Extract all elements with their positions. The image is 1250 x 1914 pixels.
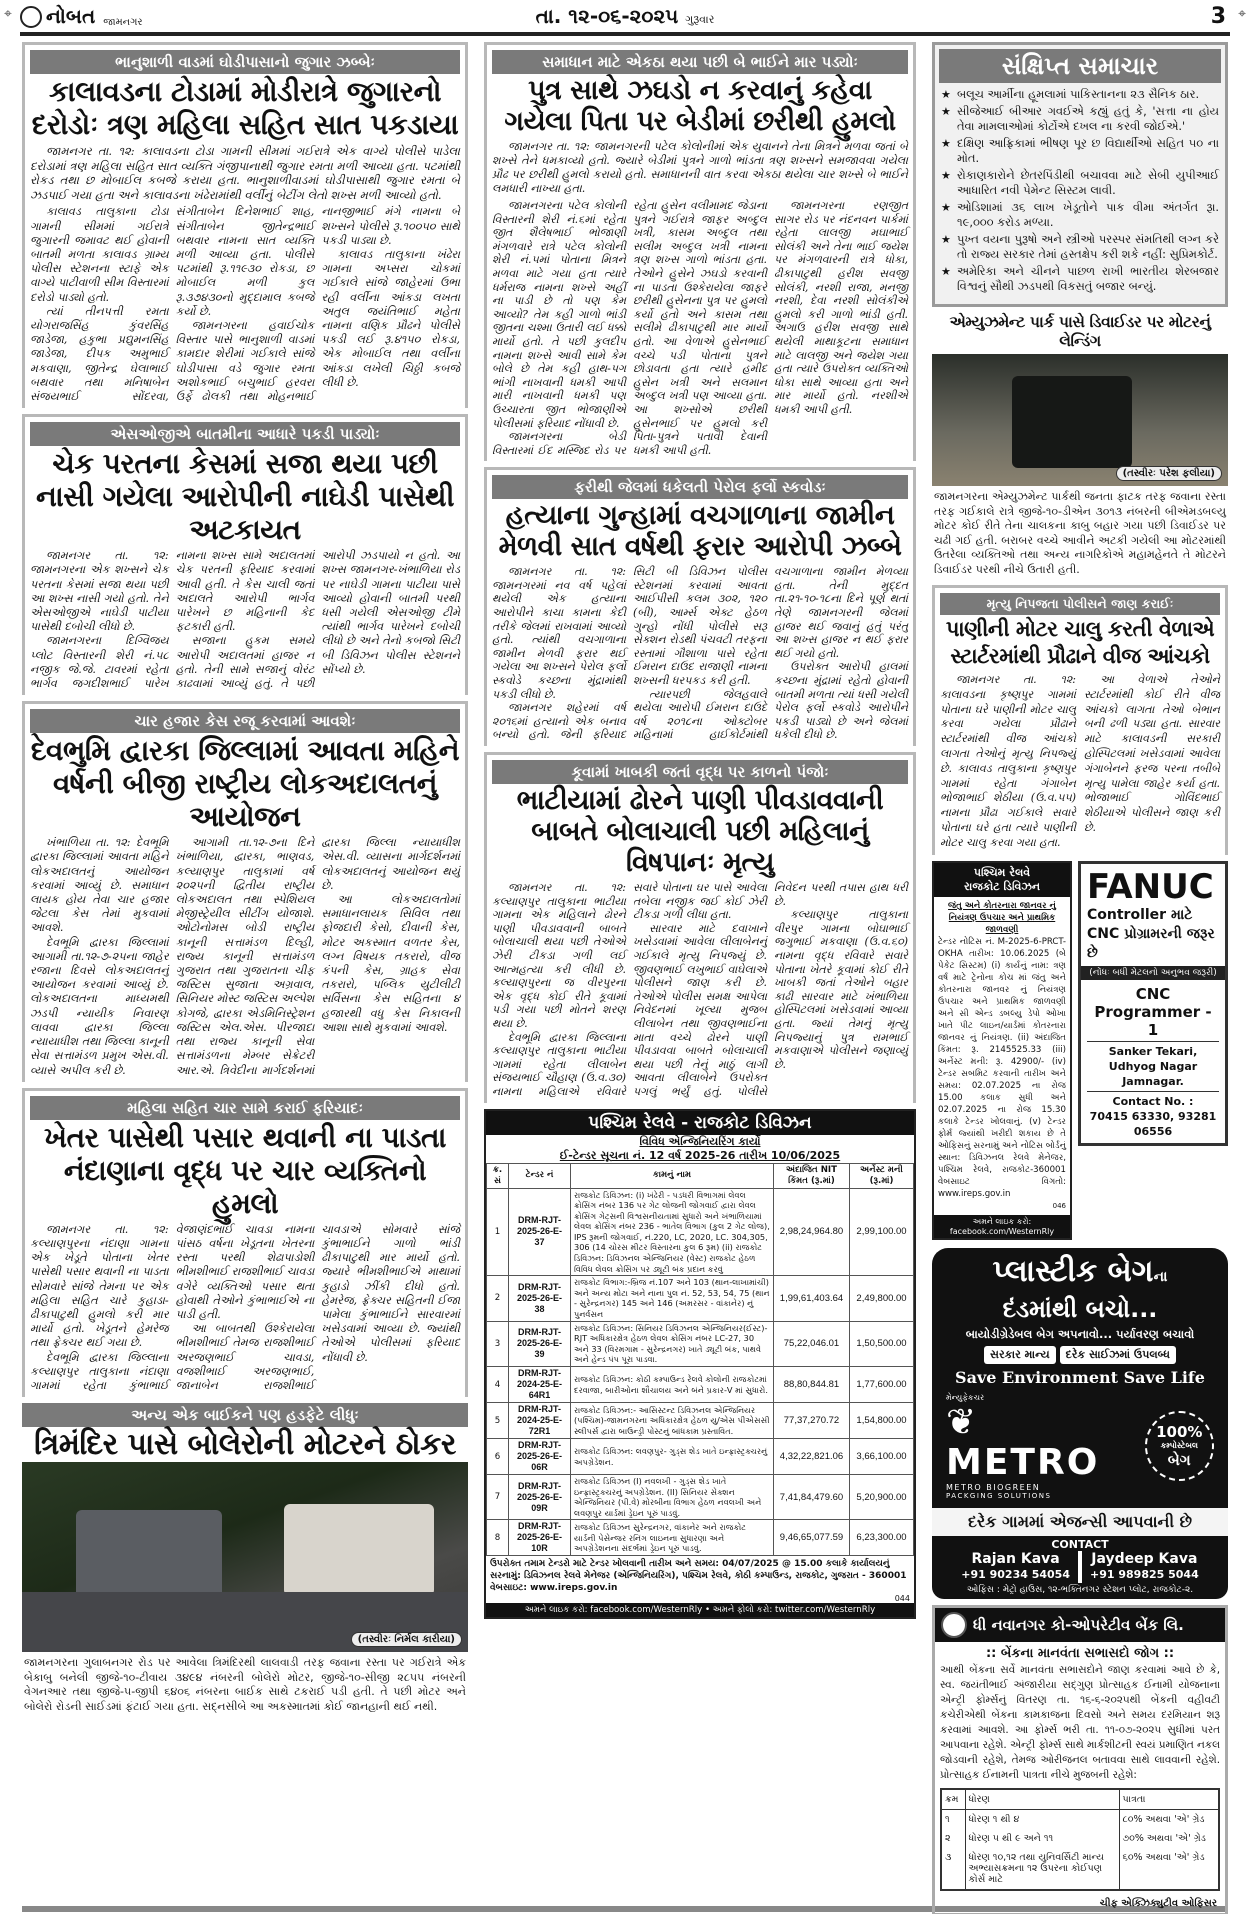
tender-earnest-money: 2,99,100.00 (850, 1188, 914, 1276)
story-paragraph: કાલાવડ તાલુકાના ટોડા ગામની સીમમાં ગઈરાત્રે જુગારની જમાવટ થઈ હોવાની બાતમી મળતા કાલાવડ ગ્રામ્ય પોલીસ સ્ટેશનના સ્ટાફે એક વાગ્યે પાટીવાળી સીમ વિસ્તારમાં દરોડો પાડ્યો હતો. (30, 205, 169, 304)
photo-caption: જામનગરના એમ્યુઝમેન્ટ પાર્કથી જનતા ફાટક તરફ જવાના રસ્તા તરફ ગઈકાલે રાત્રે જીજે-૧૦-ડીએન ૩૦૧૩ નંબરની બીએમડબલ્યુ મોટર કોઈ રીતે તેના ચાલકના કાબુ બહાર ગયા પછી ડિવાઈડર પર ચઢી ગઈ હતી. બરાબર વચ્ચે આવીને અટકી ગયેલી આ મોટરમાંથી ઉતરેલા વ્યક્તિઓ તથા અન્ય નાગરિકોએ મહામહેનતે તે મોટરને ડિવાઈડર પરથી નીચે ઉતારી હતી. (934, 490, 1226, 576)
masthead (20, 0, 1230, 36)
ad-headline-suffix: ના (1153, 1268, 1168, 1285)
eligibility-table (940, 1788, 1220, 1891)
story-kicker: ચાર હજાર કેસ રજૂ કરવામાં આવશેઃ (30, 709, 460, 733)
contact-person (961, 1551, 1070, 1583)
story-headline: એમ્યુઝમેન્ટ પાર્ક પાસે ડિવાઈડર પર મોટરનું લેન્ડિંગ (949, 313, 1211, 350)
brief-item: ★ અમેરિકા અને ચીનને પાછળ રાખી ભારતીય શેરબજાર વિશ્વનું સૌથી ઝડપથી વિકસતું બજાર બન્યું. (941, 264, 1219, 294)
bank-name: ધી નવાનગર કો-ઓપરેટીવ બેંક લિ. (973, 1615, 1184, 1634)
ad-line: CNC પ્રોગ્રામરની જરૂર છે (1087, 925, 1215, 961)
story-paragraph: દેવભૂમિ દ્વારકા જિલ્લામાં આગામી તા.૧૨-૭-૨૫ના જાહેર રજાના દિવસે લોકઅદાલતનું આયોજન કરવામાં આવ્યું છે. લોકઅદાલતના માધ્યમથી ઝડપી ન્યાયીક નિવારણ લાવવા દ્વારકા જિલ્લા ન્યાયાધીશ તથા જિલ્લા કાનૂની સેવા સત્તામંડળ પ્રમુખ એસ.વી. વ્યાસે અપીલ કરી છે. (30, 935, 169, 1077)
railway-tender-notice (484, 1109, 916, 1620)
issue-date: તા. ૧૨-૦૬-૨૦૨૫ (535, 4, 679, 28)
eligibility-table-header (941, 1789, 1219, 1810)
story-paragraph: જામનગર તા. ૧૨: જામનગરમાં નવ વર્ષ પહેલાં થયેલી એક હત્યાના આરોપીને કાચા કામના કેદી તરીકે જેલમાં રાખવામાં આવ્યો હતો. ત્યાંથી વચગાળાના જામીન મેળવી ફરાર થઈ ગયેલા આ શખ્સને પેરોલ ફર્લો સ્કવોડે કચ્છના મુંદ્રામાંથી પકડી લીધો છે. (492, 565, 626, 701)
story-paragraph: આ બાબતથી ઉશ્કેરાયેલા ભીમશીભાઈ તેમજ રાજશીભાઈ અરજણભાઈ ચાવડા, વજશીભાઈ અરજણભાઈ, જાનાબેન રાજશીભાઈ ચાવડાએ સોમવારે સાંજે કુંભાભાઈને ગાળો ભાંડી ઢીકાપાટુથી માર માર્યો હતો. જ્યારે ભીમશીભાઈએ માથામાં કુહાડો ઝીંકી દીધો હતો. હેમરેજ, ફ્રેક્ચર સહિતની ઈજા પામેલા કુંભાભાઈને સારવારમાં ખસેડવામાં આવ્યા છે. જ્યાંથી તેઓએ પોલીસમાં ફરિયાદ નોંધાવી છે. (175, 1222, 460, 1392)
ad-address (1087, 1042, 1219, 1092)
agency-offer: દરેક ગામમાં એજન્સી આપવાની છે (932, 1508, 1228, 1536)
notice-org: પશ્ચિમ રેલવે (973, 865, 1031, 879)
brief-item: ★ પુખ્ત વયના પુરૂષો અને સ્ત્રીઓ પરસ્પર સંમતિથી લગ્ન કરે તો રાજ્ય સરકાર તેમાં હસ્તક્ષેપ કરી શકે નહીં: સુપ્રિમકોર્ટ. (941, 232, 1219, 262)
tender-row (487, 1520, 914, 1556)
tender-work-name: રાજકોટ ડિવિઝન: (i) ખંઢેરી - પડધરી વિભાગમાં લેવલ ક્રોસિંગ નંબર 136 પર ગેટ લોજની જોગવાઈ દ્વારા લેવલ ક્રોસિંગ ગેટ્સની વિશ્વસનીયતામાં સુધારો અને ખંભાળિયામાં લેવલ ક્રોસિંગ નંબર 236 - ભાતેલ વિભાગ (કુલ 2 ગેટ લોજ), IPS રૂમની જોગવાઈ, નં.220, LC, 2020, LC. 304,305, 306 (14 ચોરસ મીટર વિસ્તારના કુલ 6 રૂમ) (ii) રાજકોટ ડિવિઝન: ડિવિઝનલ એન્જિનિયર (વેસ્ટ) રાજકોટ હેઠળ વિવિધ લેવલ ક્રોસિંગ પર ડ્યૂટી બંક પ્રદાન કરવું (571, 1188, 774, 1276)
column-header: ક્ર. સં (487, 1163, 509, 1188)
office-address: ઓફિસ : મેટ્રો હાઉસ, ૧૨-ભક્તિનગર સ્ટેશન પ્લોટ, રાજકોટ-૨. (966, 1584, 1194, 1595)
column-header: ધોરણ (965, 1789, 1119, 1810)
story-body (492, 879, 908, 1103)
tender-number: DRM-RJT-2025-26-E-09R (509, 1475, 571, 1520)
story-electric-shock (932, 585, 1228, 855)
ad-pill: દરેક સાઈઝમાં ઉપલબ્ધ (1060, 1346, 1176, 1364)
story-cheque-case-arrest (22, 414, 468, 695)
tender-earnest-money: 3,66,100.00 (850, 1439, 914, 1475)
row-eligibility: ૬૦% અથવા 'એ' ગ્રેડ (1119, 1848, 1219, 1890)
story-headline: કાલાવડના ટોડામાં મોડીરાત્રે જુગારનો દરોડોઃ ત્રણ મહિલા સહિત સાત પકડાયા (31, 75, 459, 141)
tender-serial: 8 (487, 1520, 509, 1556)
suv-on-divider-photo (932, 354, 1228, 486)
story-headline: પાણીની મોટર ચાલુ કરતી વેળાએ સ્ટાર્ટરમાંથી પ્રૌઢાને વીજ આંચકો (945, 617, 1215, 668)
story-lead: જામનગર તા. ૧૨: જામનગરની પટેલ કોલોનીમાં એક યુવાનને તેના મિત્રને મળવા જતાં બે શખ્સે તેને ધમકાવ્યો હતો. જ્યારે બેડીમાં પુત્રને ગાળો ભાંડતા ત્રણ શખ્સને સમજાવવા ગયેલા પ્રૌઢ પર છરીથી હુમલો કરાયો હતો. સમાધાનની વાત કરવા એકઠા થયેલા ચાર શખ્સે બે ભાઈને લમધારી નાખ્યા હતા. (492, 140, 908, 195)
story-paragraph: કાલાવડ તાલુકાના ખંઢેરા ગામના અપ્સરા ચોકમાં ગઈકાલે સાંજે જાહેરમાં ઉભા રહી વર્લીના આંકડા લખતા અતુલ જયંતિભાઈ મહેતા નામના વણિક પ્રૌઢને પોલીસે પકડી લઈ રૂ.૪૧૫૦ રોકડા, એક મોબાઈલ તથા વર્લીના આંકડા લખેલી ચિઠ્ઠી કબજે લીધી છે. (321, 247, 460, 389)
tender-work-name: રાજકોટ ડિવિઝન: કોઠી કમ્પાઉન્ડ રેલવે કોલોની રાજકોટમાં દરવાજા, બારીઓના શૌચાલય અને બંને પ્રકાર-V માં સુધારો. (571, 1367, 774, 1403)
story-paragraph: ઉપરોક્ત આરોપી હાલમાં કચ્છના મુંદ્રામાં રહેતો હોવાની બાતમી મળતા ત્યાં ધસી ગયેલી પેરોલ ફર્લો સ્કવોડે આરોપીને પકડી પાડ્યો છે અને જેલમાં ધકેલી દીધો છે. (774, 660, 908, 742)
contact-phone: +91 989825 5044 (1090, 1567, 1199, 1581)
ads-row (932, 861, 1228, 1240)
briefs-title: સંક્ષિપ્ત સમાચાર (939, 49, 1221, 83)
tender-serial: 3 (487, 1321, 509, 1366)
address-line: Sanker Tekari, (1108, 1044, 1198, 1058)
column-header: ક્રમ (941, 1789, 965, 1810)
row-standard: ધોરણ ૧૦,૧૨ તથા યુનિવર્સિટી માન્ય અભ્યાસક્રમના ૧૨ ઉપરના કોઈપણ કોર્સ માટે (965, 1848, 1119, 1890)
story-paragraph: કલ્યાણપુર તાલુકાના વીરપુર ગામના બોઘાભાઈ જગુભાઈ મકવાણા (ઉ.વ.૬૦) નામના વૃદ્ધ રવિવારે સવારે પોતાના ખેતરે કૂવામાં કોઈ રીતે ખાબકી જતાં તેઓને બહાર કાઢી સારવાર માટે ખંભાળિયા હોસ્પિટલમાં ખસેડવામાં આવ્યા હતા. જ્યાં તેમનું મૃત્યુ નિપજ્યાનું પુત્ર રામભાઈ મકવાણાએ પોલીસને જણાવ્યું છે. (774, 908, 908, 1071)
tender-subtitle: વિવિધ એન્જિનિયરિંગ કાર્યો (639, 1134, 761, 1148)
story-headline: પુત્ર સાથે ઝઘડો ન કરવાનું કહેવા ગયેલા પિતા પર બેડીમાં છરીથી હુમલો (504, 75, 896, 137)
row-standard: ધોરણ ૧ થી ૪ (965, 1809, 1119, 1829)
story-kicker: અન્ય એક બાઈકને પણ હડફેટે લીધુઃ (22, 1403, 468, 1427)
tender-nit-value: 88,80,844.81 (774, 1367, 850, 1403)
tender-work-name: રાજકોટ ડિવિઝન (I) નવલખી - ગુડ્સ શેડ ખાતે ઇન્ફ્રાસ્ટ્રક્ચરનું અપગ્રેડેશન. (II) સિનિયર સેક્શન એન્જિનિયર (પી.વે) મોરબીના વિભાગ હેઠળ નવલખી અને લવણપુર યાર્ડમાં ડ્રેઇન પૂરું પાડવું. (571, 1475, 774, 1520)
photo-credit: (તસ્વીરઃ પરેશ ફલીયા) (1116, 466, 1222, 481)
signatory: ચીફ એક્ઝિક્યુટીવ ઓફિસર (1099, 1897, 1217, 1909)
ad-pill: સરકાર માન્ય (984, 1346, 1056, 1364)
bag-ad-top (932, 1248, 1228, 1508)
notice-body (934, 897, 1070, 1215)
story-paragraph: જામનગર તા. ૧૨: કાલાવડના કૃષ્ણપુર ગામમાં પોતાના ઘરે પાણીની મોટર ચાલુ કરવા ગયેલા પ્રૌઢાને સ્ટાર્ટરમાંથી વીજ આંચકો લાગતા તેઓનું મૃત્યુ નિપજ્યું છે. કાલાવડ તાલુકાના કૃષ્ણપુર ગામમાં રહેતા ગંગાબેન ભોજાભાઈ શેઠીયા (ઉ.વ.૫૫) નામના પ્રૌઢા ગઈકાલે સવારે પોતાના ઘરે હતા ત્યારે પાણીની મોટર ચાલુ કરવા ગયા હતા. (940, 673, 1076, 849)
story-divider-landing (932, 313, 1228, 581)
contact-person (1090, 1551, 1199, 1583)
briefs-list (939, 83, 1221, 300)
ad-contact (1087, 1092, 1219, 1139)
news-briefs-box (932, 42, 1228, 307)
row-number: ૨ (945, 1832, 951, 1844)
brand-tagline: PACKGING SOLUTIONS (946, 1491, 1052, 1500)
story-kicker: એસઓજીએ બાતમીના આધારે પકડી પાડ્યોઃ (30, 422, 460, 446)
railway-pest-control-notice (932, 861, 1072, 1240)
plastic-bag-ad (932, 1248, 1228, 1599)
tender-row (487, 1276, 914, 1321)
story-kicker: મૃત્યુ નિપજતા પોલીસને જાણ કરાઈઃ (940, 593, 1220, 615)
brand-row (940, 1391, 1220, 1502)
tender-serial: 2 (487, 1276, 509, 1321)
badge-bag: બેગ (1167, 1451, 1191, 1470)
tender-nit-value: 7,41,84,479.60 (774, 1475, 850, 1520)
ad-tagline: બાયોડીગ્રેડેબલ બેગ અપનાવો... પર્યાવરણ બચાવો (965, 1326, 1195, 1341)
compostable-badge (1145, 1411, 1215, 1481)
story-body (940, 671, 1220, 855)
badge-line: કમ્પોસ્ટેબલ (1160, 1441, 1198, 1451)
ad-headline: પ્લાસ્ટીક બેગ (992, 1253, 1154, 1289)
story-paragraph: ત્યાં તીનપત્તી રમતા યોગરાજસિંહ કુંવરસિંહ જાડેજા, હકુભા પ્રદ્યુમનસિંહ જાડેજા, દીપક અમુભાઈ મકવાણા, જીતેન્દ્ર ઘેલાભાઈ બથવાર તથા મનિષાબેન સંજયભાઈ સોંદરવા, સંગીતાબેન દિનેશભાઈ શાહ, સંગીતાબેન જીતેન્દ્રભાઈ બથવાર નામના સાત વ્યક્તિ મળી આવ્યા હતા. પોલીસે પટમાંથી રૂ.૧૧૯૩૦ રોકડા, છ મોબાઈલ મળી કુલ રૂ.૩૭૪૩૦નો મુદ્દામાલ કબજે કર્યો છે. (30, 205, 315, 404)
brief-item: ★ દક્ષિણ આફ્રિકામાં ભીષણ પૂર છ વિદ્યાર્થીઓ સહિત ૫૦ ના મોત. (941, 136, 1219, 166)
story-paragraph: જામનગર શહેરમાં વર્ષ ૨૦૧૬માં હત્યાનો એક બનાવ બન્યો હતો. જેની ફરિયાદ સિટી બી ડિવિઝન પોલીસ સ્ટેશનમાં કરવામાં આવતા આઈપીસી કલમ ૩૦૨, ૧૨૦ (બી), આર્મ્સ એક્ટ હેઠળ ગુન્હો નોંધી પોલીસે સરૂ સેક્શન રોડથી પંચવટી તરફના રસ્તામાં ગૌશાળા પાસે રહેતા ઈમરાન દાઉદ રાજાણી નામના શખ્સની ધરપકડ કરી હતી. (492, 565, 767, 742)
tender-nit-value: 77,37,270.72 (774, 1403, 850, 1439)
contact-name: Rajan Kava (971, 1550, 1060, 1567)
story-body (30, 834, 460, 1081)
manufacturer-label: મેન્યુફેકચર (946, 1392, 985, 1402)
tender-row (487, 1403, 914, 1439)
brief-item: ★ બલૂચ આર્મીના હૂમલામાં પાકિસ્તાનના ૨૩ સૈનિક ઠાર. (941, 87, 1219, 102)
story-headline: ભાટીયામાં ઢોરને પાણી પીવડાવવાની બાબતે બોલાચાલી પછી મહિલાનું વિષપાનઃ મૃત્યુ (516, 785, 884, 878)
separator (1078, 1551, 1082, 1583)
issue-weekday: ગુરૂવાર (685, 13, 715, 26)
page-number: 3 (1210, 4, 1226, 29)
brief-item: ★ સીજેઆઈ બીઆર ગવઈએ કહ્યું હતું કે, 'સત્તા ના હોય તેવા મામલાઓમાં કોર્ટોએ દખલ ના કરવી જોઈએ.' (941, 104, 1219, 134)
story-headline: દેવભુમિ દ્વારકા જિલ્લામાં આવતા મહિને વર્ષની બીજી રાષ્ટ્રીય લોકઅદાલતનું આયોજન (30, 734, 460, 834)
tender-row (487, 1367, 914, 1403)
badge-percent: 100% (1156, 1423, 1203, 1442)
tender-serial: 1 (487, 1188, 509, 1276)
tender-serial: 4 (487, 1367, 509, 1403)
brand-name: METRO (946, 1441, 1100, 1483)
brief-item: ★ ઓડિશામાં ૩૬ લાખ ખેડૂતોને પાક વીમા અંતર્ગત રૂા. ૧૯,૦૦૦ કરોડ મળ્યા. (941, 200, 1219, 230)
notice-division: રાજકોટ ડિવિઝન (963, 879, 1041, 893)
bank-notice (932, 1605, 1228, 1914)
brief-item: ★ રોકાણકારોને છેતરપિંડીથી બચાવવા માટે સેબી યુપીઆઈ આધારિત નવી પેમેન્ટ સિસ્ટમ લાવી. (941, 168, 1219, 198)
ad-code: 044 (894, 1594, 910, 1604)
story-parole-absconder (484, 467, 916, 746)
story-paragraph: આગામી તા.૧૨-૭ના દિને ખંભાળિયા, દ્વારકા, ભાણવડ, કલ્યાણપુર તાલુકામાં વર્ષ ૨૦૨૫ની દ્વિતીય રાષ્ટ્રીય લોકઅદાલત તથા સ્પેશિયલ મેજીસ્ટ્રેયીલ સીટીંગ યોજાશે. ઓટોનોમસ બોડી રાષ્ટ્રીય કાનૂની સત્તામંડળ દિલ્હી, રાજ્ય કાનૂની સત્તામંડળ ગુજરાત તથા ગુજરાતના ચીફ જસ્ટિસ સુજાતા અગ્રવાલ, સિનિયર મોસ્ટ જસ્ટિસ અલ્પેશ કોગજે, દ્વારકા એડમિનિસ્ટ્રેશન જસ્ટિસ એલ.એસ. પીરજાદા તથા રાજ્ય કાનૂની સેવા સત્તામંડળના મેમ્બર સેક્રેટરી આર.એ. ત્રિવેદીના માર્ગદર્શનમાં દ્વારકા જિલ્લા ન્યાયાધીશ એસ.વી. વ્યાસના માર્ગદર્શનમાં લોકઅદાલતનું આયોજન થયું છે. (175, 836, 460, 1077)
story-body (492, 138, 908, 461)
right-column (932, 42, 1228, 1914)
story-paragraph: આ વેળાએ તેઓને સ્ટાર્ટરમાંથી કોઈ રીતે વીજ આંચકો લાગતા તેઓ બેભાન બની ઢળી પડ્યા હતા. સારવાર માટે કાલાવડની સરકારી હોસ્પિટલમાં ખસેડવામાં આવેલા ગંગાબેનને ફરજ પરના તબીબે મૃત્યુ પામેલા જાહેર કર્યા હતા. ભોજાભાઈ ગોવિંદભાઈ શેઠીયાએ પોલીસને જાણ કરી છે. (1084, 673, 1220, 834)
row-eligibility: ૮૦% અથવા 'એ' ગ્રેડ (1119, 1809, 1219, 1829)
row-number: ૩ (945, 1851, 952, 1863)
story-paragraph: જામનગરના બેડી વિસ્તારમાં ઈદ મસ્જિદ રોડ પર રહેતા હુસેન વલીમામદ જેડાના પુત્રને ગઈરાત્રે જાફર અબ્દુલ ખત્રી, કાસમ અબ્દુલ તથા સલીમ અબ્દુલ ખત્રી નામના ત્રણ શખ્સ ગાળો ભાંડતા હતા. તેઓને હુસેને ઝઘડો કરવાની ના પાડતા ઉશ્કેરાયેલા જાફરે છરીથી હુસેનના પુત્ર પર હુમલો કર્યો હતો અને કાસમ તથા સલીમે ઢીકાપાટુથી માર માર્યો હતો. આ વેળાએ હુસેનભાઈ વચ્ચે પડી પોતાના પુત્રને છોડાવતા હતા ત્યારે હમીદ હુસેન ખત્રી અને સલમાન અબ્દુલ ખત્રી પણ આવ્યા હતા. આ શખ્સોએ છરીથી હુસેનભાઈ પર હુમલો કરી પિતા-પુત્રને પતાવી દેવાની ધમકી આપી હતી. (492, 199, 767, 457)
tender-number: DRM-RJT-2025-26-E-10R (509, 1520, 571, 1556)
story-paragraph: જામનગરના હવાઈચોક વિસ્તાર પાસે ભાનુશાળી વાડમાં કામદાર શેરીમાં ગઈકાલે સાંજે ઘોડીપાસા વડે જુગાર રમતા અશોકભાઈ બચુભાઈ હરવરા ઉર્ફે ઢોલકી તથા મોહનભાઈ નાનજીભાઈ મંગે નામના બે શખ્સને પોલીસે રૂ.૧૦૦૫૦ સાથે પકડી પાડ્યા છે. (175, 205, 460, 404)
social-links: અમને લાઇક કરો: facebook.com/WesternRly (934, 1215, 1070, 1238)
story-body (492, 563, 908, 746)
suv-shape (1012, 376, 1132, 468)
tender-number: DRM-RJT-2025-26-E-06R (509, 1439, 571, 1475)
story-headline: ત્રિમંદિર પાસે બોલેરોની મોટરને ઠોકર (34, 1427, 456, 1463)
photo-credit: (તસ્વીરઃ નિર્મલ કારીયા) (351, 1632, 462, 1647)
tender-row (487, 1321, 914, 1366)
story-paragraph: જામનગરના દિગ્વિજય પ્લોટ વિસ્તારની શેરી નં.૫૮ નજીક જે.જે. ટાવરમાં રહેતા ભાર્ગવ જગદીશભાઈ પારેખ નામના શખ્સ સામે અદાલતમાં ચેક પરતની ફરિયાદ કરવામાં આવી હતી. તે કેસ ચાલી જતાં અદાલતે આરોપી ભાર્ગવ પારેખને છ મહિનાની કેદ ફટકારી હતી. (30, 549, 315, 691)
column-header: અર્નેસ્ટ મની (રૂ.માં) (850, 1163, 914, 1188)
registration-mark-icon: ⌖ (1238, 6, 1246, 22)
tender-number: DRM-RJT-2024-25-E-72R1 (509, 1403, 571, 1439)
notice-text: ટેન્ડર નોટિસ નં. M-2025-6-PRCT-OKHA તારીખ: 10.06.2025 (બે પેકેટ સિસ્ટમ) (i) કાર્યનું નામ: ત્રણ વર્ષ માટે ટ્રેનોના કોચ માં જંતુ અને કોતરનારા જાનવર નું નિયંત્રણ ઉપચાર અને પ્રાથમિક જાળવણી અને સી એન્ડ ડબલ્યુ ડેપો ઓખા ખાતે પીટ લાઇન/યાર્ડમાં કોતરનારા જાનવર નું નિયંત્રણ. (ii) અંદાજિત કિંમત: રૂ. 2145525.33 (iii) અર્નેસ્ટ મની: રૂ. 42900/- (iv) ટેન્ડર સબમિટ કરવાની તારીખ અને સમય: 02.07.2025 ના રોજ 15.00 કલાક સુધી અને 02.07.2025 ના રોજ 15.30 કલાકે ટેન્ડર ખોલવાનું. (v) ટેન્ડર ફોર્મ જ્યાંથી ખરીદી શકાય છે તે ઓફિસનું સરનામું અને નોટિસ બોર્ડનું સ્થાન: ડિવિઝનલ રેલવે મેનેજર, પશ્ચિમ રેલવે, રાજકોટ-360001 વેબસાઇટ વિગતો: www.ireps.gov.in (938, 936, 1066, 1199)
ad-line: Controller માટે (1087, 906, 1193, 923)
contact-phone: +91 90234 54054 (961, 1567, 1070, 1581)
story-paragraph: આ લોકઅદાલતોમાં સમાધાનલાયક સિવિલ તથા ફોજદારી કેસો, દીવાની કેસ, મોટર અકસ્માત વળતર કેસ, લગ્ન વિષયક તકરારો, વીજ કંપની કેસ, ગ્રાહક સેવા તકરારો, પબ્લિક યુટીલીટી સર્વિસના કેસ સહિતના ૪ હજારથી વધુ કેસ નિકાલની આશા સાથે મુકવામાં આવશે. (321, 893, 460, 1034)
story-paragraph: જામનગરના રણજીત સાગર રોડ પર નંદનવન પાર્કમાં રહેતા લાલજી મઘાભાઈ સોલંકી અને તેના ભાઈ જયેશ પર મંગળવારની રાત્રે ધોકા, ઢીકાપાટુથી હરીશ સવજી સોલંકી, નરશી રાજા, મનજી નરશી, દેવા નરશી સોલંકીએ હુમલો કરી ગાળો ભાંડી હતી. અગાઉ હરીશ સવજી સાથે થયેલી માથાકૂટના સમાધાન માટે લાલજી અને જયેશ ગયા હતા ત્યારે ઉપરોક્ત વ્યક્તિઓ ધોકા સાથે આવ્યા હતા અને માર માર્યો હતો. નરશીએ ધમકી આપી હતી. (774, 199, 908, 416)
story-paragraph: દેવભૂમિ દ્વારકા જિલ્લાના કલ્યાણપુર તાલુકાના ભાટીયા ગામમાં રહેતા લીલાબેન સંજયભાઈ ચૌહાણ (ઉ.વ.૩૦) નામના મહિલાએ રવિવારે સવારે પોતાના ઘર પાસે આવેલા તબેલા નજીક જઈ કોઈ ઝેરી ટીકડા ગળી લીધા હતા. (492, 881, 767, 1098)
metro-logo (946, 1393, 1145, 1500)
eligibility-row (941, 1829, 1219, 1848)
tender-table-header (487, 1163, 914, 1188)
dateline (20, 4, 1230, 28)
bank-notice-title: :: બેંકના માનવંતા સભાસદો જોગ :: (985, 1645, 1175, 1661)
fanuc-job-ad (1078, 861, 1228, 1146)
tender-row (487, 1188, 914, 1276)
story-kicker: સમાધાન માટે એકઠા થયા પછી બે ભાઈને માર પડ્યોઃ (492, 50, 908, 74)
story-body (30, 142, 460, 408)
story-paragraph: જામનગર તા. ૧૨: કલ્યાણપુર તાલુકાના ભાટીયા ગામના એક મહિલાને ઢોરને પાણી પીવડાવવાની બાબતે બોલાચાલી થયા પછી તેઓએ ઝેરી ટીકડા ગળી લઈ આત્મહત્યા કરી લીધી છે. કલ્યાણપુરના જ વીરપુરના એક વૃદ્ધ કોઈ રીતે કૂવામાં પડી ગયા પછી મોતને શરણ થયા છે. (492, 881, 626, 1030)
story-headline: ચેક પરતના કેસમાં સજા થયા પછી નાસી ગયેલા આરોપીની નાઘેડી પાસેથી અટકાયત (35, 447, 455, 547)
tender-number: DRM-RJT-2025-26-E-39 (509, 1321, 571, 1366)
ad-pills (940, 1346, 1220, 1364)
story-paragraph: જામનગર તા. ૧૨: જામનગરના એક શખ્સને ચેક પરતના કેસમાં સજા થયા પછી આ શખ્સ નાસી ગયો હતો. તેને એસઓજીએ નાઘેડી પાટીયા પાસેથી દબોચી લીધો છે. (30, 549, 169, 634)
row-eligibility: ૭૦% અથવા 'એ' ગ્રેડ (1119, 1829, 1219, 1848)
story-paragraph: જામનગર તા. ૧૨: કલ્યાણપુરના નંદાણા ગામના એક ખેડૂતે પોતાના ખેતર પાસેથી પસાર થવાની ના પાડતા સોમવારે સાંજે તેમના પર એક મહિલા સહિત ચારે કુહાડા-ઢીકાપાટુથી હુમલો કરી માર માર્યો હતો. ખેડૂતને હેમરેજ તથા ફ્રેક્ચર થઈ ગયા છે. (30, 1222, 169, 1350)
story-body (30, 547, 460, 695)
bag-ad-contact (932, 1536, 1228, 1599)
column-header: અંદાજિત NIT કિંમત (રૂ.માં) (774, 1163, 850, 1188)
story-gambling-raid (22, 42, 468, 408)
contact-names (938, 1551, 1222, 1583)
story-headline: હત્યાના ગુન્હામાં વચગાળાના જામીન મેળવી સાત વર્ષથી ફરાર આરોપી ઝબ્બે (498, 500, 902, 563)
tender-work-name: રાજકોટ ડિવિઝન: સિનિયર ડિવિઝનલ એન્જિનિયર(ઈસ્ટ)-RJT અધિકારક્ષેત્ર હેઠળ લેવલ ક્રોસિંગ નંબર LC-27, 30 અને 33 (વિરમગામ - સુરેન્દ્રનગર) ખાતે ડ્યૂટી બંક, પાથવે અને હેન્ડ પંપ પૂરા પાડવા. (571, 1321, 774, 1366)
ad-slogan: Save Environment Save Life (955, 1367, 1205, 1387)
tender-work-name: રાજકોટ વિભાગ:-બ્રિજ નં.107 અને 103 (થાન-લાખામાંચી) અને અન્ય મોટા અને નાના પુલ નં. 52, 53, 54, 75 (થાન - સુરેન્દ્રનગર) 145 અને 146 (અમરસર - વાંકાનેર) નું પુનર્વસન (571, 1276, 774, 1321)
job-role: CNC Programmer - 1 (1087, 983, 1219, 1042)
contact-phones: 70415 63330, 93281 06556 (1089, 1109, 1217, 1138)
tender-header: પશ્ચિમ રેલવે - રાજકોટ ડિવિઝન (486, 1111, 914, 1135)
story-trimandir-crash (22, 1403, 468, 1718)
row-number: ૧ (945, 1813, 950, 1825)
notice-title: જંતુ અને કોતરનારા જાનવર નું નિયંત્રણ ઉપચાર અને પ્રાથમિક જાળવણી (948, 900, 1056, 935)
tender-earnest-money: 2,49,800.00 (850, 1276, 914, 1321)
left-column (22, 42, 468, 1724)
bank-header (935, 1608, 1225, 1642)
tender-number: DRM-RJT-2025-26-E-37 (509, 1188, 571, 1276)
middle-column (484, 42, 916, 1619)
tender-row (487, 1475, 914, 1520)
registration-mark-icon: ⌖ (4, 6, 12, 22)
tender-table (486, 1163, 914, 1557)
story-lead: જામનગર તા. ૧૨: કાલાવડના ટોડા ગામની સીમમાં ગઈરાત્રે એક વાગ્યે પોલીસે પાડેલા દરોડામાં ત્રણ મહિલા સહિત સાત વ્યક્તિ ગંજીપાનાથી જુગાર રમતા મળી આવ્યા હતા. પટમાંથી રોકડ તથા છ મોબાઈલ કબજે કરાયા હતા. ભાનુશાળીવાડમાં ઘોડીપાસાથી જુગાર રમતા બે ઝડપાઈ ગયા હતા અને કાલાવડના ખંઢેરામાંથી વર્લીનું બેટીંગ લેતો શખ્સ મળી આવ્યો હતો. (30, 144, 460, 202)
story-paragraph: સજાના હુકમ સમયે આરોપી અદાલતમાં હાજર ન હતો. તેની સામે સજાનું વોરંટ કાઢવામાં આવ્યું હતું. તે પછી આરોપી ઝડપાયો ન હતો. આ શખ્સ જામનગર-ખંભાળિયા રોડ પર નાઘેડી ગામના પાટીયા પાસે આવ્યો હોવાની બાતમી પરથી ધસી ગયેલી એસઓજી ટીમે ત્યાંથી ભાર્ગવ પારેખને દબોચી લીધો છે અને તેનો કબજો સિટી બી ડિવિઝન પોલીસ સ્ટેશનને સોંપ્યો છે. (175, 549, 460, 691)
story-paragraph: સારવાર માટે દવાખાને ખસેડવામાં આવેલા લીલાબેનનું ગઈકાલે મૃત્યુ નિપજ્યું છે. જીવણભાઈ લખુભાઈ વાઘેલાએ પોલીસને જાણ કરી છે. તેઓએ પોલીસ સમક્ષ આપેલા નિવેદનમાં ખૂલ્યા મુજબ લીલાબેન તથા જીવણભાઈના માતા વચ્ચે ઢોરને પાણી પીવડાવવા બાબતે બોલાચાલી થયા પછી તેનું માઠું લાગી આવતા લીલાબેને ઉપરોક્ત પગલું ભર્યું હતું. પોલીસે નિવેદન પરથી તપાસ હાથ ધરી છે. (633, 881, 908, 1098)
ad-subheadline: દંડમાંથી બચો... (1002, 1294, 1158, 1323)
accident-photo (22, 1462, 468, 1652)
story-paragraph: ખંભાળિયા તા. ૧૨: દેવભૂમિ દ્વારકા જિલ્લામાં આવતા મહિને લોકઅદાલતનું આયોજન કરવામાં આવ્યું છે. સમાધાન લાયક હોય તેવા ચાર હજાર જેટલા કેસ તેમાં મુકવામાં આવશે. (30, 836, 169, 935)
tender-work-name: રાજકોટ ડિવિઝન સુરેન્દ્રનગર, વાંકાનેર અને રાજકોટ યાર્ડની પેસેન્જર રનિંગ લાઇનના સુધારણા અને અપગ્રેડેશનના સંદર્ભમાં ડ્રેઇન પૂરું પાડવું. (571, 1520, 774, 1556)
tender-earnest-money: 1,54,800.00 (850, 1403, 914, 1439)
tender-nit-value: 9,46,65,077.59 (774, 1520, 850, 1556)
leaf-icon: ❦ (946, 1401, 979, 1443)
story-lok-adalat (22, 701, 468, 1081)
eligibility-row (941, 1848, 1219, 1890)
eligibility-row (941, 1809, 1219, 1829)
tender-footer: ઉપરોક્ત તમામ ટેન્ડરો માટે ટેન્ડર ખોલવાની તારીખ અને સમય: 04/07/2025 @ 15.00 કલાકે કાર્યાલયનું સરનામું: ડિવિઝનલ રેલવે મેનેજર (એન્જિનિયરિંગ), પશ્ચિમ રેલવે, કોઠી કમ્પાઉન્ડ, રાજકોટ, ગુજરાત - 360001 વેબસાઇટ: www.ireps.gov.in (490, 1559, 907, 1594)
tender-notice-number: ઈ-ટેન્ડર સૂચના નં. 12 વર્ષ 2025-26 તારીખ 10/06/2025 (559, 1148, 841, 1162)
tender-work-name: રાજકોટ ડિવિઝન: લવણપુર- ગુડ્સ શેડ ખાતે ઇન્ફ્રાસ્ટ્રક્ચરનું અપગ્રેડેશન. (571, 1439, 774, 1475)
column-header: પાત્રતા (1119, 1789, 1219, 1810)
story-headline: ખેતર પાસેથી પસાર થવાની ના પાડતા નંદાણાના વૃદ્ધ પર ચાર વ્યક્તિનો હુમલો (44, 1120, 446, 1220)
logo-text: નોબત (46, 4, 96, 28)
column-header: ટેન્ડર નં (509, 1163, 571, 1188)
ad-brand: FANUC (1087, 866, 1214, 907)
bank-notice-body: આથી બેંકના સર્વે માનવંતા સભાસદોને જાણ કરવામાં આવે છે કે, સ્વ. જયંતીભાઈ અંજારીયા સદ્ગુણ પ્રોત્સાહક ઈનામી યોજનાના એન્ટ્રી ફોર્મ્સનું વિતરણ તા. ૧૬-૬-૨૦૨૫થી બેંકની વહીવટી કચેરીએથી બેંકના કામકાજના દિવસો અને સમય દરમિયાન શરૂ કરવામાં આવશે. આ ફોર્મ્સ ભરી તા. ૧૧-૦૭-૨૦૨૫ સુધીમાં પરત આપવાના રહેશે. એન્ટ્રી ફોર્મ્સ સાથે માર્કશીટની સ્વયં પ્રમાણિત નકલ જોડવાની રહેશે, તેમજ ઓરીજનલ બતાવવા સાથે લાવવાની રહેશે. પ્રોત્સાહક ઈનામની પાત્રતા નીચે મુજબની રહેશે: (940, 1663, 1220, 1781)
ad-code: 046 (1052, 1201, 1066, 1210)
story-bhatiya-poisoning (484, 752, 916, 1103)
tender-earnest-money: 6,23,300.00 (850, 1520, 914, 1556)
story-kicker: મહિલા સહિત ચાર સામે કરાઈ ફરિયાદઃ (30, 1096, 460, 1120)
tender-earnest-money: 5,20,900.00 (850, 1475, 914, 1520)
contact-label: CONTACT (1051, 1537, 1109, 1551)
story-paragraph: દેવભૂમિ દ્વારકા જિલ્લાના કલ્યાણપુર તાલુકાના નંદાણા ગામમાં રહેતા કુંભાભાઈ વેજાણંદભાઈ ચાવડા નામના પાંસઠ વર્ષના ખેડૂતના ખેતરના રસ્તા પરથી શેઢાપાડોશી ભીમશીભાઈ રાજશીભાઈ ચાવડા વગેરે વ્યક્તિઓ પસાર થતા હોવાથી તેઓને કુંભાભાઈએ ના પાડી હતી. (30, 1222, 315, 1392)
tender-nit-value: 1,99,61,403.64 (774, 1276, 850, 1321)
row-standard: ધોરણ ૫ થી ૯ અને ૧૧ (965, 1829, 1119, 1848)
tender-row (487, 1439, 914, 1475)
tender-number: DRM-RJT-2024-25-E-64R1 (509, 1367, 571, 1403)
tender-nit-value: 2,98,24,964.80 (774, 1188, 850, 1276)
social-links: અમને લાઇક કરો: facebook.com/WesternRly • અમને ફોલો કરો: twitter.com/WesternRly (486, 1603, 914, 1617)
tender-nit-value: 4,32,22,821.06 (774, 1439, 850, 1475)
bank-seal-icon (941, 1612, 967, 1638)
story-bedi-knife-attack (484, 42, 916, 461)
story-body (30, 1221, 460, 1397)
tender-work-name: રાજકોટ ડિવિઝન:- આસિસ્ટન્ટ ડિવિઝનલ એન્જિનિયર (પશ્ચિમ)-જામનગરના અધિકારક્ષેત્ર હેઠળ યુ/એસ પીએસસી સ્લીપર્સ દ્વારા બાઉન્ડ્રી પોસ્ટનું બાંધકામ પ્રસ્તાવિત. (571, 1403, 774, 1439)
tender-serial: 6 (487, 1439, 509, 1475)
contact-name: Jaydeep Kava (1091, 1550, 1198, 1567)
column-header: કામનું નામ (571, 1163, 774, 1188)
story-nandana-attack (22, 1088, 468, 1397)
tender-nit-value: 75,22,046.01 (774, 1321, 850, 1366)
tender-serial: 5 (487, 1403, 509, 1439)
story-kicker: ફરીથી જેલમાં ધકેલતી પેરોલ ફર્લો સ્કવોડઃ (492, 475, 908, 499)
bolero-car-shape (284, 1504, 434, 1596)
tender-number: DRM-RJT-2025-26-E-38 (509, 1276, 571, 1321)
edition-name: જામનગર (103, 17, 143, 28)
story-paragraph: જામનગરના પટેલ કોલોની વિસ્તારની શેરી નં.૬માં રહેતા જીત શૈલેષભાઈ ભોજાણી મંગળવારે રાત્રે પટેલ કોલોની શેરી નં.૫માં પોતાના મિત્રને મળવા માટે ગયા હતા ત્યારે ધર્મરાજ નામના શખ્સે અહીં ના પાડી છે તો પણ કેમ આવ્યો? તેમ કહી ગાળો ભાંડી જીતના ચશ્મા ઉતારી લઈ ધક્કો માર્યો હતો. તે પછી કુલદીપ નામના શખ્સે આવી સામે કેમ બોલે છે તેમ કહી હાથ-પગ ભાંગી નાખવાની ધમકી આપી મારી નાખવાની ધમકી પણ ઉચ્ચારતા જીત ભોજાણીએ પોલીસમાં ફરિયાદ નોંધાવી છે. (492, 199, 626, 430)
tender-earnest-money: 1,50,500.00 (850, 1321, 914, 1366)
story-kicker: કૂવામાં ખાબકી જતાં વૃદ્ધ પર કાળનો પંજોઃ (492, 760, 908, 784)
brand-subtitle: METRO BIOGREEN (946, 1482, 1041, 1492)
ad-note: (નોંધઃ બધી મેટલનો અનુભવ જરૂરી) (1081, 966, 1225, 980)
photo-caption: જામનગરના ગુલાબનગર રોડ પર આવેલા ત્રિમંદિરથી લાલવાડી તરફ જવાના રસ્તા પર ગઈરાત્રે એક બેકાબુ બનેલી જીજે-૧૦-ટીવાય ૩૪૯૪ નંબરની બોલેરો મોટર, જીજે-૧૦-સીજી ૨૮૫૫ નંબરની વેગનઆર તથા જીજે-૫-જીપી ૬૪૦૬ નંબરના બાઈક સાથે ટકરાઈ પડી હતી. તે પછી મોટર અને બોલેરો રોડની સાઈડમાં ફંટાઈ ગયા હતા. સદ્નસીબે આ અકસ્માતમાં કોઈ જાનહાની થઈ નથી. (24, 1656, 466, 1713)
notice-header (934, 863, 1070, 897)
tender-earnest-money: 1,77,600.00 (850, 1367, 914, 1403)
contact-label: Contact No. : (1112, 1094, 1194, 1108)
story-paragraph: ત્યારપછી જેલહવાલે થયેલા આરોપી ઈમરાન દાઉદે વર્ષ ૨૦૧૮ના ઓક્ટોબર મહિનામાં હાઈકોર્ટમાંથી વચગાળાના જામીન મેળવ્યા હતા. તેની મુદ્દત તા.૨૧-૧૦-૧૮ના દિને પૂર્ણ થતાં તેણે જામનગરની જેલમાં હાજર થઈ જવાનું હતું પરંતુ આ શખ્સ હાજર ન થઈ ફરાર થઈ ગયો હતો. (633, 565, 908, 742)
story-kicker: ભાનુશાળી વાડમાં ઘોડીપાસાનો જુગાર ઝબ્બેઃ (30, 50, 460, 74)
address-line: Udhyog Nagar Jamnagar. (1108, 1059, 1198, 1088)
tender-serial: 7 (487, 1475, 509, 1520)
